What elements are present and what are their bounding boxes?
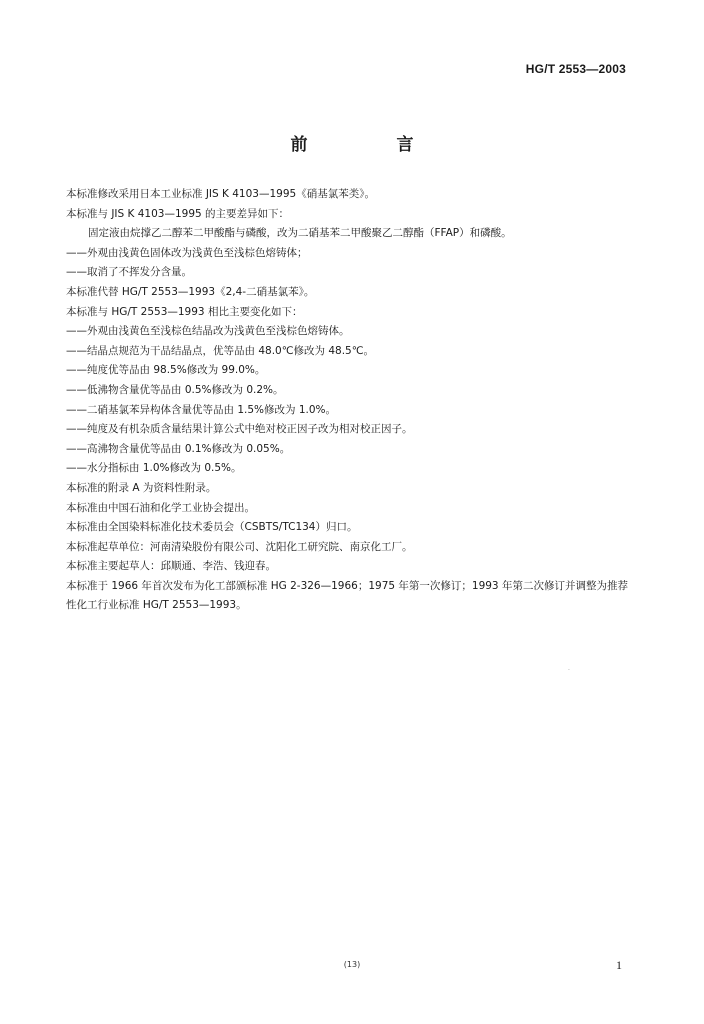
page-number: 1 (616, 958, 622, 972)
paragraph: 本标准与 HG/T 2553—1993 相比主要变化如下： (66, 305, 303, 318)
paragraph: 本标准由中国石油和化学工业协会提出。 (66, 501, 255, 514)
list-item: ——水分指标由 1.0%修改为 0.5%。 (66, 462, 242, 475)
list-item: ——结晶点规范为干品结晶点，优等品由 48.0℃修改为 48.5℃。 (66, 344, 375, 357)
paragraph: 固定液由烷撑乙二醇苯二甲酸酯与磷酸，改为二硝基苯二甲酸聚乙二醇酯（FFAP）和磷酸。 (88, 227, 512, 240)
paragraph: 本标准主要起草人：邱顺通、李浩、钱迎春。 (66, 560, 276, 573)
page-title: 前 言 (290, 135, 450, 155)
paragraph: 本标准与 JIS K 4103—1995 的主要差异如下： (66, 207, 290, 220)
paragraph: 本标准代替 HG/T 2553—1993《2,4-二硝基氯苯》。 (66, 285, 315, 298)
paragraph: 本标准起草单位：河南清染股份有限公司、沈阳化工研究院、南京化工厂。 (66, 540, 413, 553)
list-item: ——取消了不挥发分含量。 (66, 266, 192, 279)
list-item: ——外观由浅黄色至浅棕色结晶改为浅黄色至浅棕色熔铸体。 (66, 325, 350, 338)
paragraph: 本标准的附录 A 为资料性附录。 (66, 481, 217, 494)
paragraph: 本标准修改采用日本工业标准 JIS K 4103—1995《硝基氯苯类》。 (66, 188, 375, 200)
paragraph: 本标准于 1966 年首次发布为化工部颁标准 HG 2-326—1966；1975 年第一次修订；1993 年第二次修订并调整为推荐性化工行业标准 HG/T 2553—1993。 (66, 579, 628, 612)
footer-code: (13) (343, 960, 361, 969)
list-item: ——高沸物含量优等品由 0.1%修改为 0.05%。 (66, 442, 291, 455)
list-item: ——纯度优等品由 98.5%修改为 99.0%。 (66, 364, 266, 377)
paragraph: 本标准由全国染料标准化技术委员会（CSBTS/TC134）归口。 (66, 521, 358, 534)
scan-dot: · (568, 667, 570, 674)
foreword-body (66, 185, 638, 616)
list-item: ——纯度及有机杂质含量结果计算公式中绝对校正因子改为相对校正因子。 (66, 423, 413, 436)
list-item: ——低沸物含量优等品由 0.5%修改为 0.2%。 (66, 383, 284, 396)
list-item: ——二硝基氯苯异构体含量优等品由 1.5%修改为 1.0%。 (66, 403, 337, 416)
list-item: ——外观由浅黄色固体改为浅黄色至浅棕色熔铸体； (66, 246, 308, 259)
standard-code: HG/T 2553—2003 (525, 62, 626, 76)
